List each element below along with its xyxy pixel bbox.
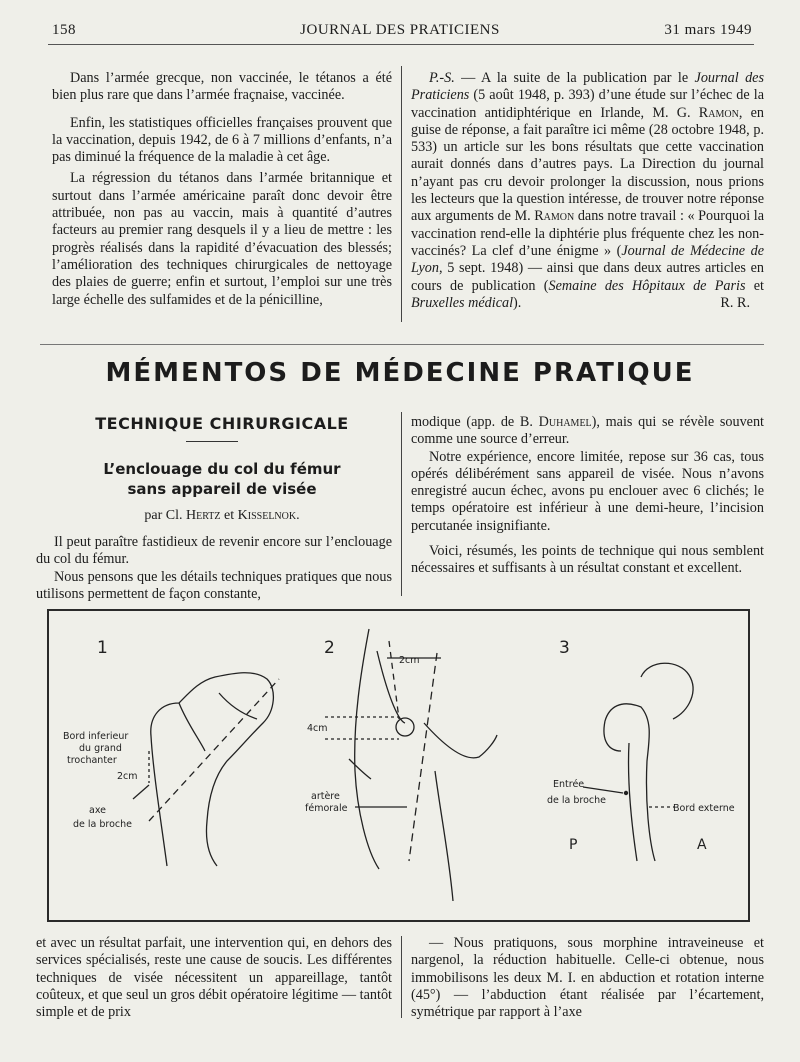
figure-frame	[47, 609, 750, 922]
figure-label: artère	[311, 791, 340, 802]
panel-number: 1	[97, 638, 108, 658]
paragraph-text: modique (app. de B.	[411, 414, 539, 430]
paragraph-text: ), mais qui se révèle souvent comme une source d’erreur.	[411, 414, 764, 448]
column-divider	[401, 66, 402, 322]
paragraph: Notre expérience, encore limitée, repose sur 36 cas, tous opérés délibérément sans appareil de visée. Nous n’avons enregistré aucun échec, avons pu enclouer avec 6 clichés; le temps opératoire est inférieur à une demi-heure, l’incision percutanée insignifiante.	[411, 448, 764, 534]
top-left-column	[52, 70, 392, 309]
figure-label: trochanter	[67, 755, 117, 766]
panel-number: 3	[559, 638, 570, 658]
issue-date: 31 mars 1949	[664, 22, 752, 38]
byline-text: et	[220, 508, 238, 523]
figure-label: 2cm	[117, 771, 138, 782]
article-title-line: sans appareil de visée	[127, 480, 317, 498]
rubric-rule	[186, 441, 238, 442]
author-name: Kisselnok	[237, 508, 297, 523]
artery-dashed	[409, 653, 437, 861]
article-title-line: L’enclouage du col du fémur	[103, 460, 341, 478]
journal-reference: Bruxelles médical	[411, 294, 514, 311]
entry-point-circle	[396, 718, 414, 736]
figure-label: de la broche	[73, 819, 133, 830]
author-name: Ramon	[534, 208, 575, 225]
postscript	[411, 70, 764, 312]
paragraph: Enfin, les statistiques officielles françaises prouvent que la vaccination, depuis 1942, de 6 à 7 millions d’enfants, n’a pas diminué la fréquence de la maladie à cet âge.	[52, 114, 392, 166]
signature: R. R.	[720, 294, 750, 311]
top-right-column	[411, 70, 764, 312]
paragraph: La régression du tétanos dans l’armée britannique et surtout dans l’armée américaine paraît donc devoir être attribuée, non pas au vaccin, mais à quantité d’autres facteurs au premier rang desquels il y a lieu de mettre : les progrès réalisés dans la rapidité d’évacuation des blessés; l’amélioration des techniques chirurgicales de nettoyage des plaies de guerre; enfin et surtout, l’emploi sur une très large échelle des sulfamides et de la pénicilline,	[52, 170, 392, 308]
author-name: Hertz	[186, 508, 221, 523]
journal-reference: Semaine des Hôpitaux de Paris	[548, 277, 746, 294]
paragraph: Nous pensons que les détails techniques pratiques que nous utilisons permettent de façon constante,	[36, 568, 392, 602]
figure-label: Bord externe	[673, 803, 735, 814]
figure-label: du grand	[79, 743, 122, 754]
figure-label: Bord inferieur	[63, 731, 129, 742]
author-name: Duhamel	[538, 414, 592, 430]
journal-name: JOURNAL DES PRATICIENS	[300, 22, 500, 38]
guide-pin-axis	[149, 679, 279, 821]
ps-text: , 5 sept. 1948) — ainsi que dans deux autres articles en cours de publication (	[411, 260, 764, 294]
thigh-outline-left	[355, 629, 379, 869]
paragraph: Il peut paraître fastidieux de revenir encore sur l’enclouage du col du fémur.	[36, 534, 392, 568]
bottom-right-column	[411, 935, 764, 1021]
section-title: MÉMENTOS DE MÉDECINE PRATIQUE	[105, 358, 695, 388]
journal-reference: Journal de Médecine de Lyon	[411, 242, 764, 277]
rubric-heading: TECHNIQUE CHIRURGICALE	[95, 414, 349, 433]
femur-outline-1	[151, 673, 274, 866]
entry-point-dot	[624, 791, 628, 795]
femur-diagram	[49, 611, 748, 920]
lateral-neck	[604, 721, 621, 751]
byline	[52, 508, 392, 524]
inguinal-line	[349, 759, 371, 779]
figure-label: P	[569, 837, 578, 853]
panel-number: 2	[324, 638, 335, 658]
paragraph: — Nous pratiquons, sous morphine intraveineuse et nargenol, la réduction habituelle. Celle-ci obtenue, nous immobilisons les deux M. I. en abduction et rotation interne (45°) — l’abduction étant réalisée par l’écartement, symétrique par rapport à l’axe	[411, 935, 764, 1021]
article-right-column	[411, 414, 764, 578]
ps-label: P.-S.	[429, 70, 455, 86]
byline-text: par Cl.	[144, 508, 187, 523]
ps-text: et	[745, 277, 764, 294]
pin-extension	[133, 785, 149, 799]
femoral-head	[641, 663, 693, 719]
ps-text: dans notre travail : « Pourquoi la vaccination rend-elle la diphtérie plus fréquente chez les non-vaccinés? La clef d’une énigme » (	[411, 208, 764, 259]
ps-text: — A la suite de la publication par le	[454, 70, 695, 86]
figure-label: 4cm	[307, 723, 328, 734]
neck-contour	[219, 693, 257, 719]
trochanter-line	[179, 703, 205, 751]
column-divider	[401, 412, 402, 596]
section-rule	[40, 344, 764, 345]
author-name: Ramon	[698, 104, 739, 121]
paragraph: Voici, résumés, les points de technique qui nous semblent nécessaires et suffisants à un résultat constant et excellent.	[411, 543, 764, 577]
article-title	[52, 459, 392, 499]
figure-label: A	[697, 837, 707, 853]
paragraph: et avec un résultat parfait, une intervention qui, en dehors des services spécialisés, reste une cause de soucis. Les différentes techniques de visée nécessitent un appareillage, tantôt coûteux, et que seul un gros débit opératoire légitime — tantôt simple et de prix	[36, 935, 392, 1021]
byline-text: .	[296, 508, 300, 523]
paragraph: Dans l’armée grecque, non vaccinée, le tétanos a été bien plus rare que dans l’armée fraçnaise, vaccinée.	[52, 70, 392, 104]
article-left-column	[36, 534, 392, 603]
figure-label: de la broche	[547, 795, 607, 806]
figure-label: axe	[89, 805, 106, 816]
bottom-left-column	[36, 935, 392, 1021]
figure-label: 2cm	[399, 655, 420, 666]
lateral-femur-inner	[628, 743, 637, 861]
figure-label: Entrée	[553, 779, 585, 790]
ps-text: ).	[513, 294, 522, 311]
thigh-lower-right	[435, 771, 453, 901]
entry-pointer	[583, 787, 623, 793]
figure-label: fémorale	[305, 803, 348, 814]
paragraph	[411, 414, 764, 449]
page-number: 158	[52, 22, 76, 38]
journal-reference: Journal des Praticiens	[411, 70, 764, 104]
header-rule	[48, 44, 754, 45]
ps-text: (5 août 1948, p. 393) d’une étude sur l’échec de la vaccination antidiphtérique en Irlande, M. G.	[411, 87, 764, 121]
ps-text: , en guise de réponse, a fait paraître ici même (28 octobre 1948, p. 533) un article sur les bons résultats que cette vaccination aurait donnés dans d’autres pays. La Direction du journal n’ayant pas cru devoir prolonger la discussion, nous prions les lecteurs que la question intéresse, de trouver notre réponse aux arguments de M.	[411, 104, 764, 225]
column-divider	[401, 936, 402, 1018]
lateral-femur-outline	[605, 704, 655, 861]
thigh-outline-right	[424, 723, 497, 758]
